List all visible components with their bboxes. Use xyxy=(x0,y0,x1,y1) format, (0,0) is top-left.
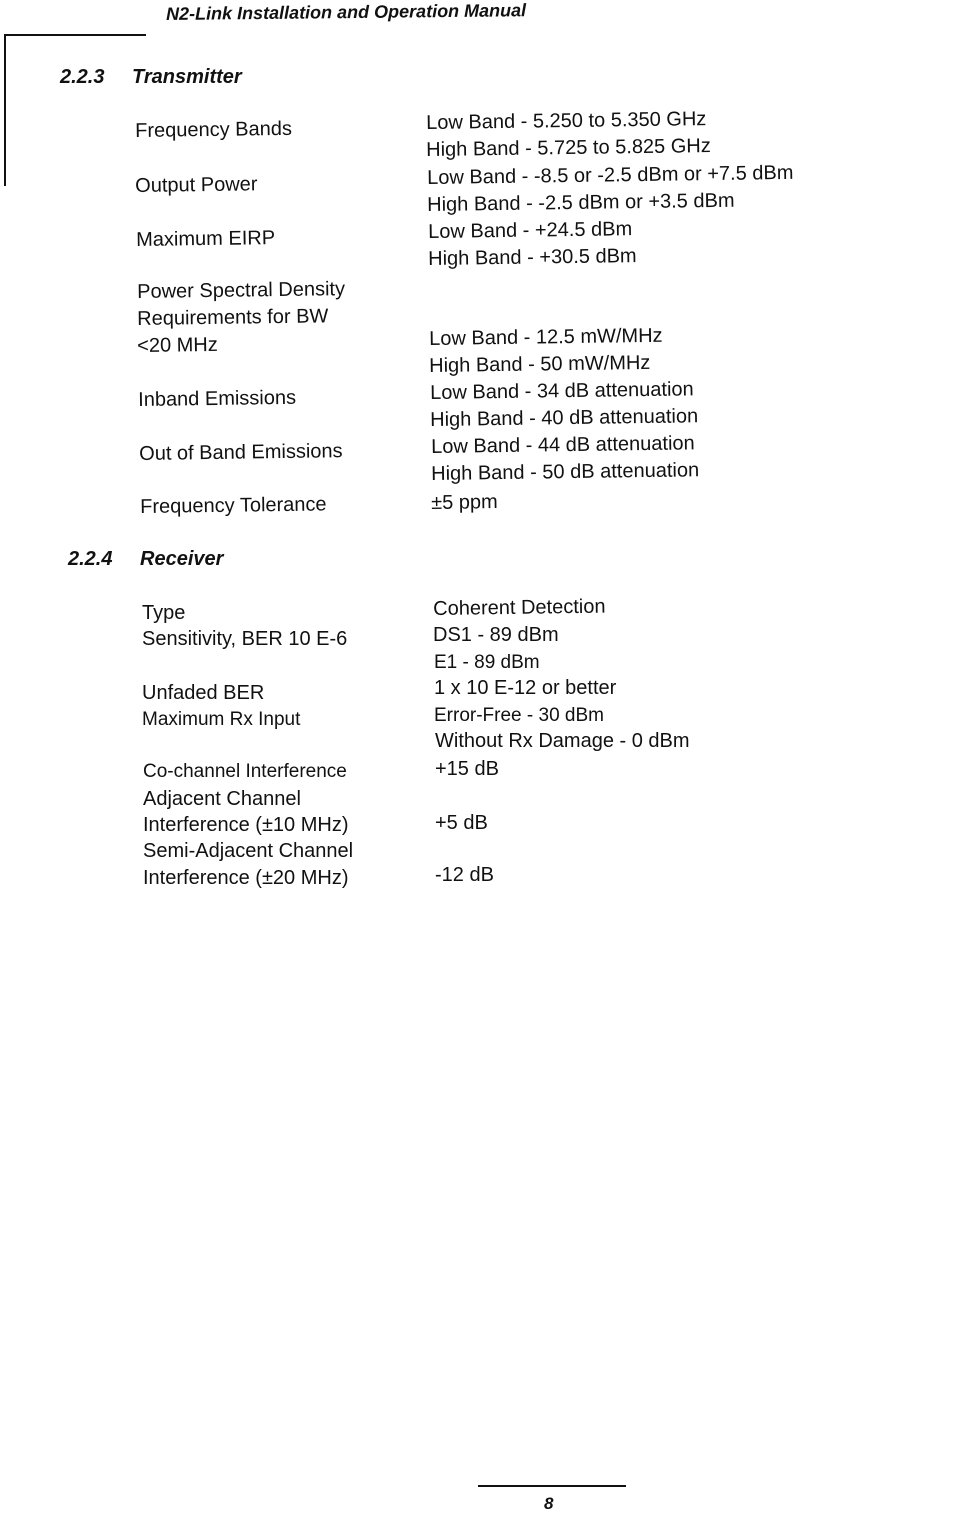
spec-value: High Band - -2.5 dBm or +3.5 dBm xyxy=(427,189,735,216)
spec-value: 1 x 10 E-12 or better xyxy=(434,677,617,699)
header-rule xyxy=(4,34,146,36)
section-number: 2.2.4 xyxy=(68,548,113,570)
spec-value: Low Band - -8.5 or -2.5 dBm or +7.5 dBm xyxy=(427,161,794,189)
spec-value: High Band - +30.5 dBm xyxy=(428,245,637,270)
spec-value: +5 dB xyxy=(435,812,488,834)
section-number: 2.2.3 xyxy=(60,66,105,88)
spec-label: Inband Emissions xyxy=(138,386,297,411)
spec-value: Without Rx Damage - 0 dBm xyxy=(435,730,690,752)
spec-label: Maximum Rx Input xyxy=(142,709,301,730)
page-number: 8 xyxy=(544,1494,554,1513)
spec-label: Out of Band Emissions xyxy=(139,440,343,465)
spec-value: Coherent Detection xyxy=(433,595,606,620)
spec-value: High Band - 40 dB attenuation xyxy=(430,405,699,431)
spec-label: Requirements for BW xyxy=(137,305,329,330)
spec-value: Low Band - 5.250 to 5.350 GHz xyxy=(426,108,707,134)
spec-label: Interference (±10 MHz) xyxy=(143,814,349,836)
spec-label: Unfaded BER xyxy=(142,682,265,704)
spec-value: +15 dB xyxy=(435,758,499,780)
spec-label: Frequency Bands xyxy=(135,117,293,142)
spec-value: -12 dB xyxy=(435,864,494,886)
spec-value: Low Band - +24.5 dBm xyxy=(428,218,633,243)
spec-value: High Band - 50 mW/MHz xyxy=(429,351,651,377)
spec-label: Interference (±20 MHz) xyxy=(143,867,349,889)
spec-value: High Band - 50 dB attenuation xyxy=(431,459,700,485)
spec-label: Type xyxy=(142,602,186,624)
spec-label: Semi-Adjacent Channel xyxy=(143,840,354,862)
spec-label: Adjacent Channel xyxy=(143,788,301,810)
spec-value: Low Band - 34 dB attenuation xyxy=(430,378,694,404)
footer-rule xyxy=(478,1485,626,1487)
spec-value: High Band - 5.725 to 5.825 GHz xyxy=(426,135,711,161)
spec-label: Sensitivity, BER 10 E-6 xyxy=(142,628,348,650)
spec-value: E1 - 89 dBm xyxy=(434,652,540,673)
spec-label: Power Spectral Density xyxy=(137,278,346,303)
spec-label: Frequency Tolerance xyxy=(140,493,327,518)
spec-label: Output Power xyxy=(135,173,258,197)
spec-value: DS1 - 89 dBm xyxy=(433,624,559,646)
spec-value: Low Band - 12.5 mW/MHz xyxy=(429,324,663,350)
spec-label: Co-channel Interference xyxy=(143,761,347,782)
page-margin-bar xyxy=(4,34,6,186)
spec-label: Maximum EIRP xyxy=(136,227,276,251)
spec-value: Error-Free - 30 dBm xyxy=(434,705,604,726)
spec-value: ±5 ppm xyxy=(431,491,498,514)
document-title: N2-Link Installation and Operation Manual xyxy=(166,0,527,24)
spec-label: <20 MHz xyxy=(137,333,218,357)
spec-value: Low Band - 44 dB attenuation xyxy=(431,432,695,458)
section-title: Transmitter xyxy=(132,66,242,88)
section-title: Receiver xyxy=(140,548,224,570)
section-heading-transmitter xyxy=(60,66,242,89)
section-heading-receiver xyxy=(68,548,223,571)
